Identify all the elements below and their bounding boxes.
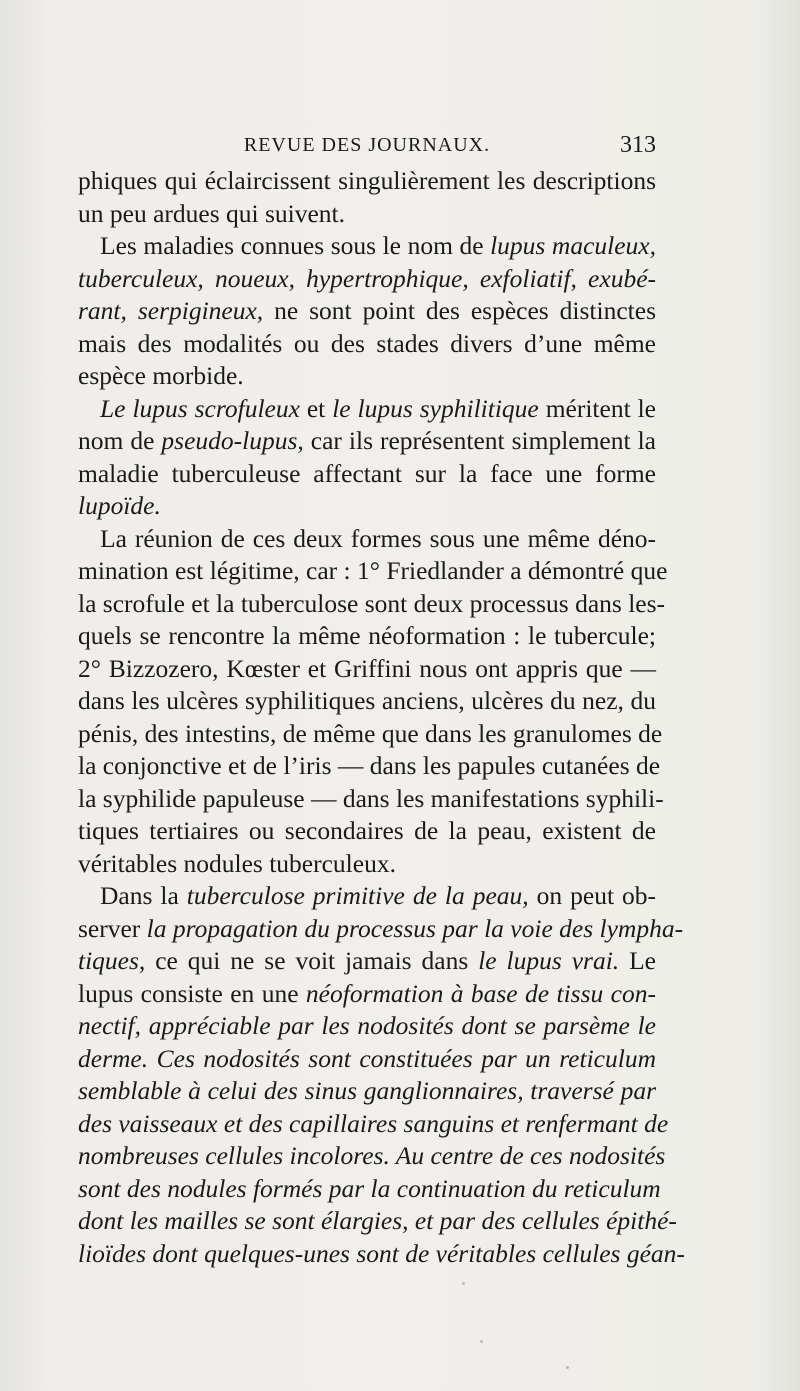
text-line	[78, 1010, 656, 1043]
italic-text: le lupus syphilitique	[332, 393, 539, 423]
italic-text: sont des nodules formés par la continuation du reticulum	[78, 1173, 661, 1203]
text-line	[78, 393, 656, 426]
text-segment: mais des modalités ou des stades divers d’une même	[78, 328, 656, 358]
paper-speck	[566, 1366, 569, 1369]
text-segment: nom de	[78, 426, 162, 455]
text-segment: pénis, des intestins, de même que dans les granulomes de	[78, 718, 663, 748]
text-segment: ne sont point des espèces distinctes	[263, 296, 656, 325]
text-line	[78, 1043, 656, 1076]
italic-text: le lupus vrai.	[478, 946, 620, 975]
text-line	[78, 1173, 661, 1206]
italic-text: néoformation à base de tissu con-	[305, 978, 656, 1008]
text-line	[78, 1075, 656, 1108]
text-segment: lupus consiste en une	[78, 978, 306, 1008]
text-line	[78, 1205, 677, 1238]
paper-speck	[462, 1282, 465, 1285]
text-line	[78, 328, 656, 361]
text-line	[78, 880, 656, 913]
text-line	[78, 458, 656, 491]
text-line	[78, 1140, 666, 1173]
running-title: REVUE DES JOURNAUX.	[243, 134, 491, 156]
text-segment: mination est légitime, car : 1° Friedlander a démontré que	[78, 556, 668, 585]
text-line	[78, 230, 656, 263]
paper-speck	[480, 1340, 483, 1343]
text-segment: on peut ob-	[528, 881, 656, 910]
text-line	[78, 815, 656, 848]
text-line	[78, 750, 661, 783]
text-line	[78, 360, 656, 393]
text-line	[78, 588, 666, 621]
text-segment: un peu ardues qui suivent.	[78, 198, 345, 228]
text-line	[78, 165, 656, 198]
text-segment: dans les ulcères syphilitiques anciens, ulcères du nez, du	[78, 686, 656, 715]
italic-text: lupoïde.	[78, 491, 161, 520]
text-line	[78, 620, 656, 653]
text-line	[78, 783, 664, 816]
text-line	[78, 1108, 669, 1141]
text-line	[78, 718, 663, 751]
text-line	[78, 295, 656, 328]
text-segment: la scrofule et la tuberculose sont deux processus dans les-	[78, 588, 666, 618]
text-line	[78, 653, 656, 686]
italic-text: nombreuses cellules incolores. Au centre de ces nodosités	[78, 1141, 666, 1170]
text-segment: Le	[619, 946, 656, 975]
page-number: 313	[620, 132, 656, 158]
text-line	[78, 1238, 685, 1271]
text-line	[78, 913, 684, 946]
italic-text: des vaisseaux et des capillaires sanguins et renfermant de	[78, 1108, 669, 1138]
text-segment: quels se rencontre la même néoformation : le tubercule;	[78, 621, 656, 650]
text-segment: et	[299, 393, 333, 423]
italic-text: rant, serpigineux,	[78, 296, 264, 325]
italic-text: lioïdes dont quelques-unes sont de véritables cellules géan-	[78, 1238, 685, 1268]
text-line	[78, 945, 656, 978]
italic-text: pseudo-lupus,	[161, 426, 304, 455]
text-segment: maladie tuberculeuse affectant sur la face une forme	[78, 458, 656, 488]
italic-text: Le lupus scrofuleux	[100, 393, 300, 423]
text-line	[78, 848, 656, 881]
text-segment: car ils représentent simplement la	[303, 426, 656, 455]
text-segment: La réunion de ces deux formes sous une même déno-	[100, 523, 656, 553]
text-segment: tiques tertiaires ou secondaires de la peau, existent de	[78, 816, 656, 845]
italic-text: la propagation du processus par la voie des lympha-	[146, 913, 684, 943]
italic-text: lupus maculeux,	[490, 231, 656, 260]
text-line	[78, 555, 668, 588]
text-line	[78, 263, 656, 296]
text-line	[78, 198, 656, 231]
text-segment: 2° Bizzozero, Kœster et Griffini nous ont appris que —	[78, 653, 656, 683]
italic-text: semblable à celui des sinus ganglionnaires, traversé par	[78, 1076, 656, 1105]
body-text	[78, 165, 685, 1270]
italic-text: tuberculose primitive de la peau,	[186, 881, 529, 910]
text-segment: espèce morbide.	[78, 361, 244, 390]
text-line	[78, 978, 656, 1011]
italic-text: nectif, appréciable par les nodosités dont se parsème le	[78, 1011, 656, 1040]
text-segment: méritent le	[538, 393, 656, 423]
text-segment: ce qui ne se voit jamais dans	[145, 946, 479, 975]
italic-text: dont les mailles se sont élargies, et par des cellules épithé-	[78, 1206, 677, 1235]
text-segment: Dans la	[100, 881, 187, 910]
text-segment: phiques qui éclaircissent singulièrement les descriptions	[78, 166, 656, 195]
page-header	[78, 130, 656, 164]
text-segment: Les maladies connues sous le nom de	[100, 231, 491, 260]
italic-text: derme. Ces nodosités sont constituées par un reticulum	[78, 1043, 656, 1073]
text-line	[78, 490, 656, 523]
text-segment: la conjonctive et de l’iris — dans les papules cutanées de	[78, 751, 661, 780]
text-line	[78, 523, 656, 556]
italic-text: tiques,	[78, 946, 146, 975]
text-segment: server	[78, 913, 147, 943]
text-line	[78, 685, 656, 718]
text-segment: véritables nodules tuberculeux.	[78, 848, 396, 878]
italic-text: tuberculeux, noueux, hypertrophique, exfoliatif, exubé-	[78, 263, 656, 293]
text-line	[78, 425, 656, 458]
text-segment: la syphilide papuleuse — dans les manifestations syphili-	[78, 783, 664, 813]
